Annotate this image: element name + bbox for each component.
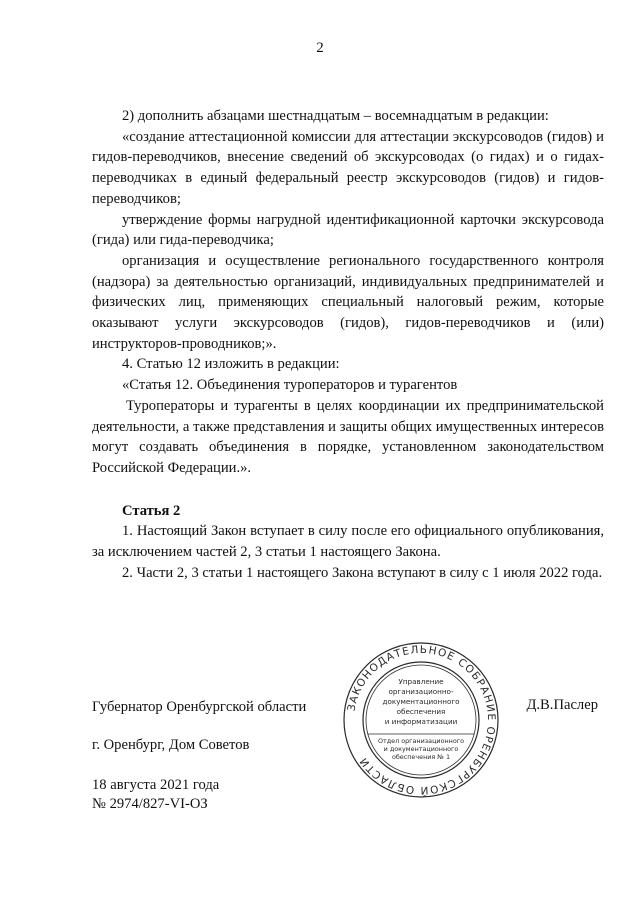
seal-inner-line: Управление — [398, 677, 444, 686]
seal-lower-line: Отдел организационного — [377, 737, 465, 745]
paragraph: организация и осуществление регионального государственного контроля (надзора) за деятельностью организаций, индивидуальных предпринимателей и физических лиц, применяющих специальный налоговый режим, которые оказывают услуги экскурсоводов (гидов), гидов-переводчиков и (или) инструкторов-проводников;». — [92, 252, 604, 352]
article-item: 1. Настоящий Закон вступает в силу после его официального опубликования, за исключением частей 2, 3 статьи 1 настоящего Закона. — [92, 523, 604, 561]
seal-outer-text: ЗАКОНОДАТЕЛЬНОЕ СОБРАНИЕ ОРЕНБУРГСКОЙ ОБЛАСТИ — [345, 643, 498, 797]
seal-lower-line: обеспечения № 1 — [391, 753, 451, 761]
signatory-name: Д.В.Паслер — [526, 697, 598, 713]
law-date: 18 августа 2021 года — [92, 777, 220, 793]
signing-place: г. Оренбург, Дом Советов — [92, 737, 250, 753]
article-title: Статья 2 — [122, 502, 181, 519]
seal-inner-line: организационно- — [388, 687, 454, 696]
document-body — [92, 106, 604, 583]
paragraph: 2) дополнить абзацами шестнадцатым – восемнадцатым в редакции: — [122, 108, 549, 124]
law-number: № 2974/827-VI-ОЗ — [92, 796, 208, 812]
signatory-position: Губернатор Оренбургской области — [92, 699, 307, 715]
page-number: 2 — [316, 40, 324, 56]
seal-lower-line: и документационного — [383, 745, 459, 753]
official-seal — [341, 640, 501, 800]
article-item: 2. Части 2, 3 статьи 1 настоящего Закона вступают в силу с 1 июля 2022 года. — [122, 564, 603, 581]
paragraph: «создание аттестационной комиссии для аттестации экскурсоводов (гидов) и гидов-переводчиков, внесение сведений об экскурсоводах (о гидах) и о гидах-переводчиках в единый федеральный реестр экскурсоводов (гидов) и гидов-переводчиков; — [92, 128, 604, 207]
paragraph: Туроператоры и турагенты в целях координации их предпринимательской деятельности, а также представления и защиты общих имущественных интересов могут создавать объединения в порядке, установленном законодательством Российской Федерации.». — [92, 397, 604, 476]
paragraph: 4. Статью 12 изложить в редакции: — [122, 356, 340, 373]
seal-inner-line: и информатизации — [384, 717, 458, 726]
seal-inner-line: документационного — [382, 697, 460, 706]
paragraph: утверждение формы нагрудной идентификационной карточки экскурсовода (гида) или гида-переводчика; — [92, 211, 604, 249]
seal-inner-line: обеспечения — [396, 707, 446, 716]
paragraph: «Статья 12. Объединения туроператоров и турагентов — [122, 377, 458, 394]
